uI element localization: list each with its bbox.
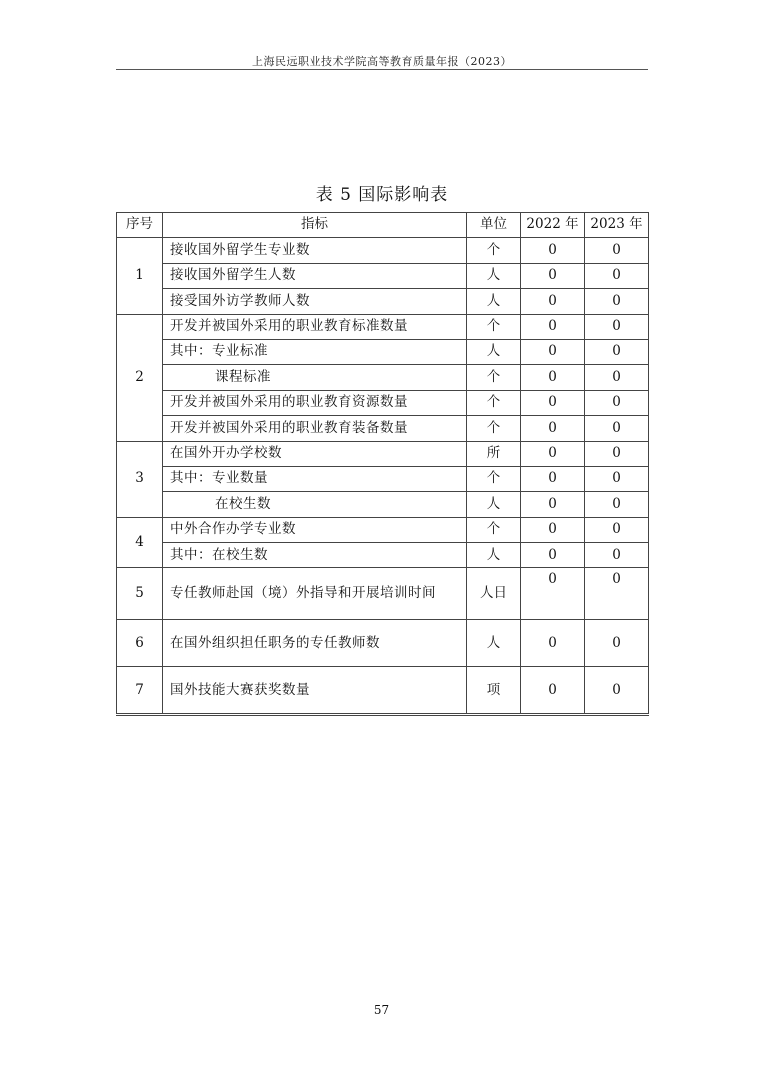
value-2023-cell: 0 xyxy=(585,492,649,517)
indicator-cell: 开发并被国外采用的职业教育标准数量 xyxy=(163,314,467,339)
indicator-cell: 开发并被国外采用的职业教育资源数量 xyxy=(163,390,467,415)
unit-cell: 个 xyxy=(467,314,521,339)
table-row xyxy=(117,339,649,364)
value-2023-cell: 0 xyxy=(585,314,649,339)
indicator-cell: 其中：在校生数 xyxy=(163,543,467,568)
page-number: 57 xyxy=(373,1003,390,1017)
header-indicator: 指标 xyxy=(163,213,467,238)
seq-cell: 1 xyxy=(117,238,163,314)
value-2023-cell: 0 xyxy=(585,620,649,667)
table-row xyxy=(117,263,649,288)
table-row xyxy=(117,543,649,568)
unit-cell: 个 xyxy=(467,390,521,415)
indicator-cell: 其中：专业标准 xyxy=(163,339,467,364)
unit-cell: 项 xyxy=(467,667,521,715)
value-2022-cell: 0 xyxy=(521,441,585,466)
unit-cell: 人 xyxy=(467,492,521,517)
header-rule xyxy=(116,69,648,70)
seq-cell: 2 xyxy=(117,314,163,441)
value-2022-cell: 0 xyxy=(521,416,585,441)
indicator-cell: 中外合作办学专业数 xyxy=(163,517,467,542)
header-2023: 2023 年 xyxy=(585,213,649,238)
table-row xyxy=(117,390,649,415)
header-unit: 单位 xyxy=(467,213,521,238)
table-row xyxy=(117,314,649,339)
indicator-cell: 接收国外留学生人数 xyxy=(163,263,467,288)
value-2022-cell: 0 xyxy=(521,339,585,364)
unit-cell: 个 xyxy=(467,416,521,441)
unit-cell: 人 xyxy=(467,289,521,314)
value-2022-cell: 0 xyxy=(521,620,585,667)
value-2023-cell: 0 xyxy=(585,517,649,542)
seq-cell: 5 xyxy=(117,568,163,620)
unit-cell: 个 xyxy=(467,365,521,390)
table-row xyxy=(117,568,649,620)
value-2023-cell: 0 xyxy=(585,416,649,441)
unit-cell: 人 xyxy=(467,620,521,667)
table-row xyxy=(117,416,649,441)
seq-cell: 6 xyxy=(117,620,163,667)
table-row xyxy=(117,441,649,466)
unit-cell: 个 xyxy=(467,517,521,542)
value-2023-cell: 0 xyxy=(585,289,649,314)
header-2022: 2022 年 xyxy=(521,213,585,238)
value-2022-cell: 0 xyxy=(521,543,585,568)
unit-cell: 人日 xyxy=(467,568,521,620)
value-2023-cell: 0 xyxy=(585,441,649,466)
table-row xyxy=(117,517,649,542)
seq-cell: 3 xyxy=(117,441,163,517)
value-2023-cell: 0 xyxy=(585,339,649,364)
table-row xyxy=(117,365,649,390)
unit-cell: 个 xyxy=(467,238,521,263)
header-seq: 序号 xyxy=(117,213,163,238)
indicator-cell: 开发并被国外采用的职业教育装备数量 xyxy=(163,416,467,441)
value-2022-cell: 0 xyxy=(521,390,585,415)
international-influence-table xyxy=(116,212,649,716)
value-2022-cell: 0 xyxy=(521,492,585,517)
table-row xyxy=(117,238,649,263)
value-2022-cell: 0 xyxy=(521,365,585,390)
table-row xyxy=(117,289,649,314)
unit-cell: 人 xyxy=(467,263,521,288)
table-row xyxy=(117,667,649,715)
running-header: 上海民远职业技术学院高等教育质量年报（2023） xyxy=(252,55,512,68)
table-header-row xyxy=(117,213,649,238)
value-2022-cell: 0 xyxy=(521,466,585,491)
value-2023-cell: 0 xyxy=(585,667,649,715)
value-2022-cell: 0 xyxy=(521,314,585,339)
unit-cell: 个 xyxy=(467,466,521,491)
value-2022-cell: 0 xyxy=(521,238,585,263)
value-2022-cell: 0 xyxy=(521,289,585,314)
value-2023-cell: 0 xyxy=(585,238,649,263)
table-row xyxy=(117,620,649,667)
indicator-cell: 课程标准 xyxy=(163,365,467,390)
indicator-cell: 接受国外访学教师人数 xyxy=(163,289,467,314)
value-2022-cell: 0 xyxy=(521,667,585,715)
indicator-cell: 国外技能大赛获奖数量 xyxy=(163,667,467,715)
indicator-cell: 专任教师赴国（境）外指导和开展培训时间 xyxy=(163,568,467,620)
value-2023-cell: 0 xyxy=(585,543,649,568)
table-row xyxy=(117,466,649,491)
unit-cell: 人 xyxy=(467,339,521,364)
indicator-cell: 在国外组织担任职务的专任教师数 xyxy=(163,620,467,667)
value-2023-cell: 0 xyxy=(585,263,649,288)
unit-cell: 所 xyxy=(467,441,521,466)
indicator-cell: 接收国外留学生专业数 xyxy=(163,238,467,263)
value-2023-cell: 0 xyxy=(585,365,649,390)
seq-cell: 7 xyxy=(117,667,163,715)
unit-cell: 人 xyxy=(467,543,521,568)
indicator-cell: 在国外开办学校数 xyxy=(163,441,467,466)
value-2023-cell: 0 xyxy=(585,390,649,415)
value-2022-cell: 0 xyxy=(521,517,585,542)
table-title: 表 5 国际影响表 xyxy=(315,185,449,205)
seq-cell: 4 xyxy=(117,517,163,568)
table-row xyxy=(117,492,649,517)
indicator-cell: 其中：专业数量 xyxy=(163,466,467,491)
value-2023-cell: 0 xyxy=(585,466,649,491)
value-2023-cell: 0 xyxy=(585,568,649,620)
indicator-cell: 在校生数 xyxy=(163,492,467,517)
value-2022-cell: 0 xyxy=(521,263,585,288)
value-2022-cell: 0 xyxy=(521,568,585,620)
